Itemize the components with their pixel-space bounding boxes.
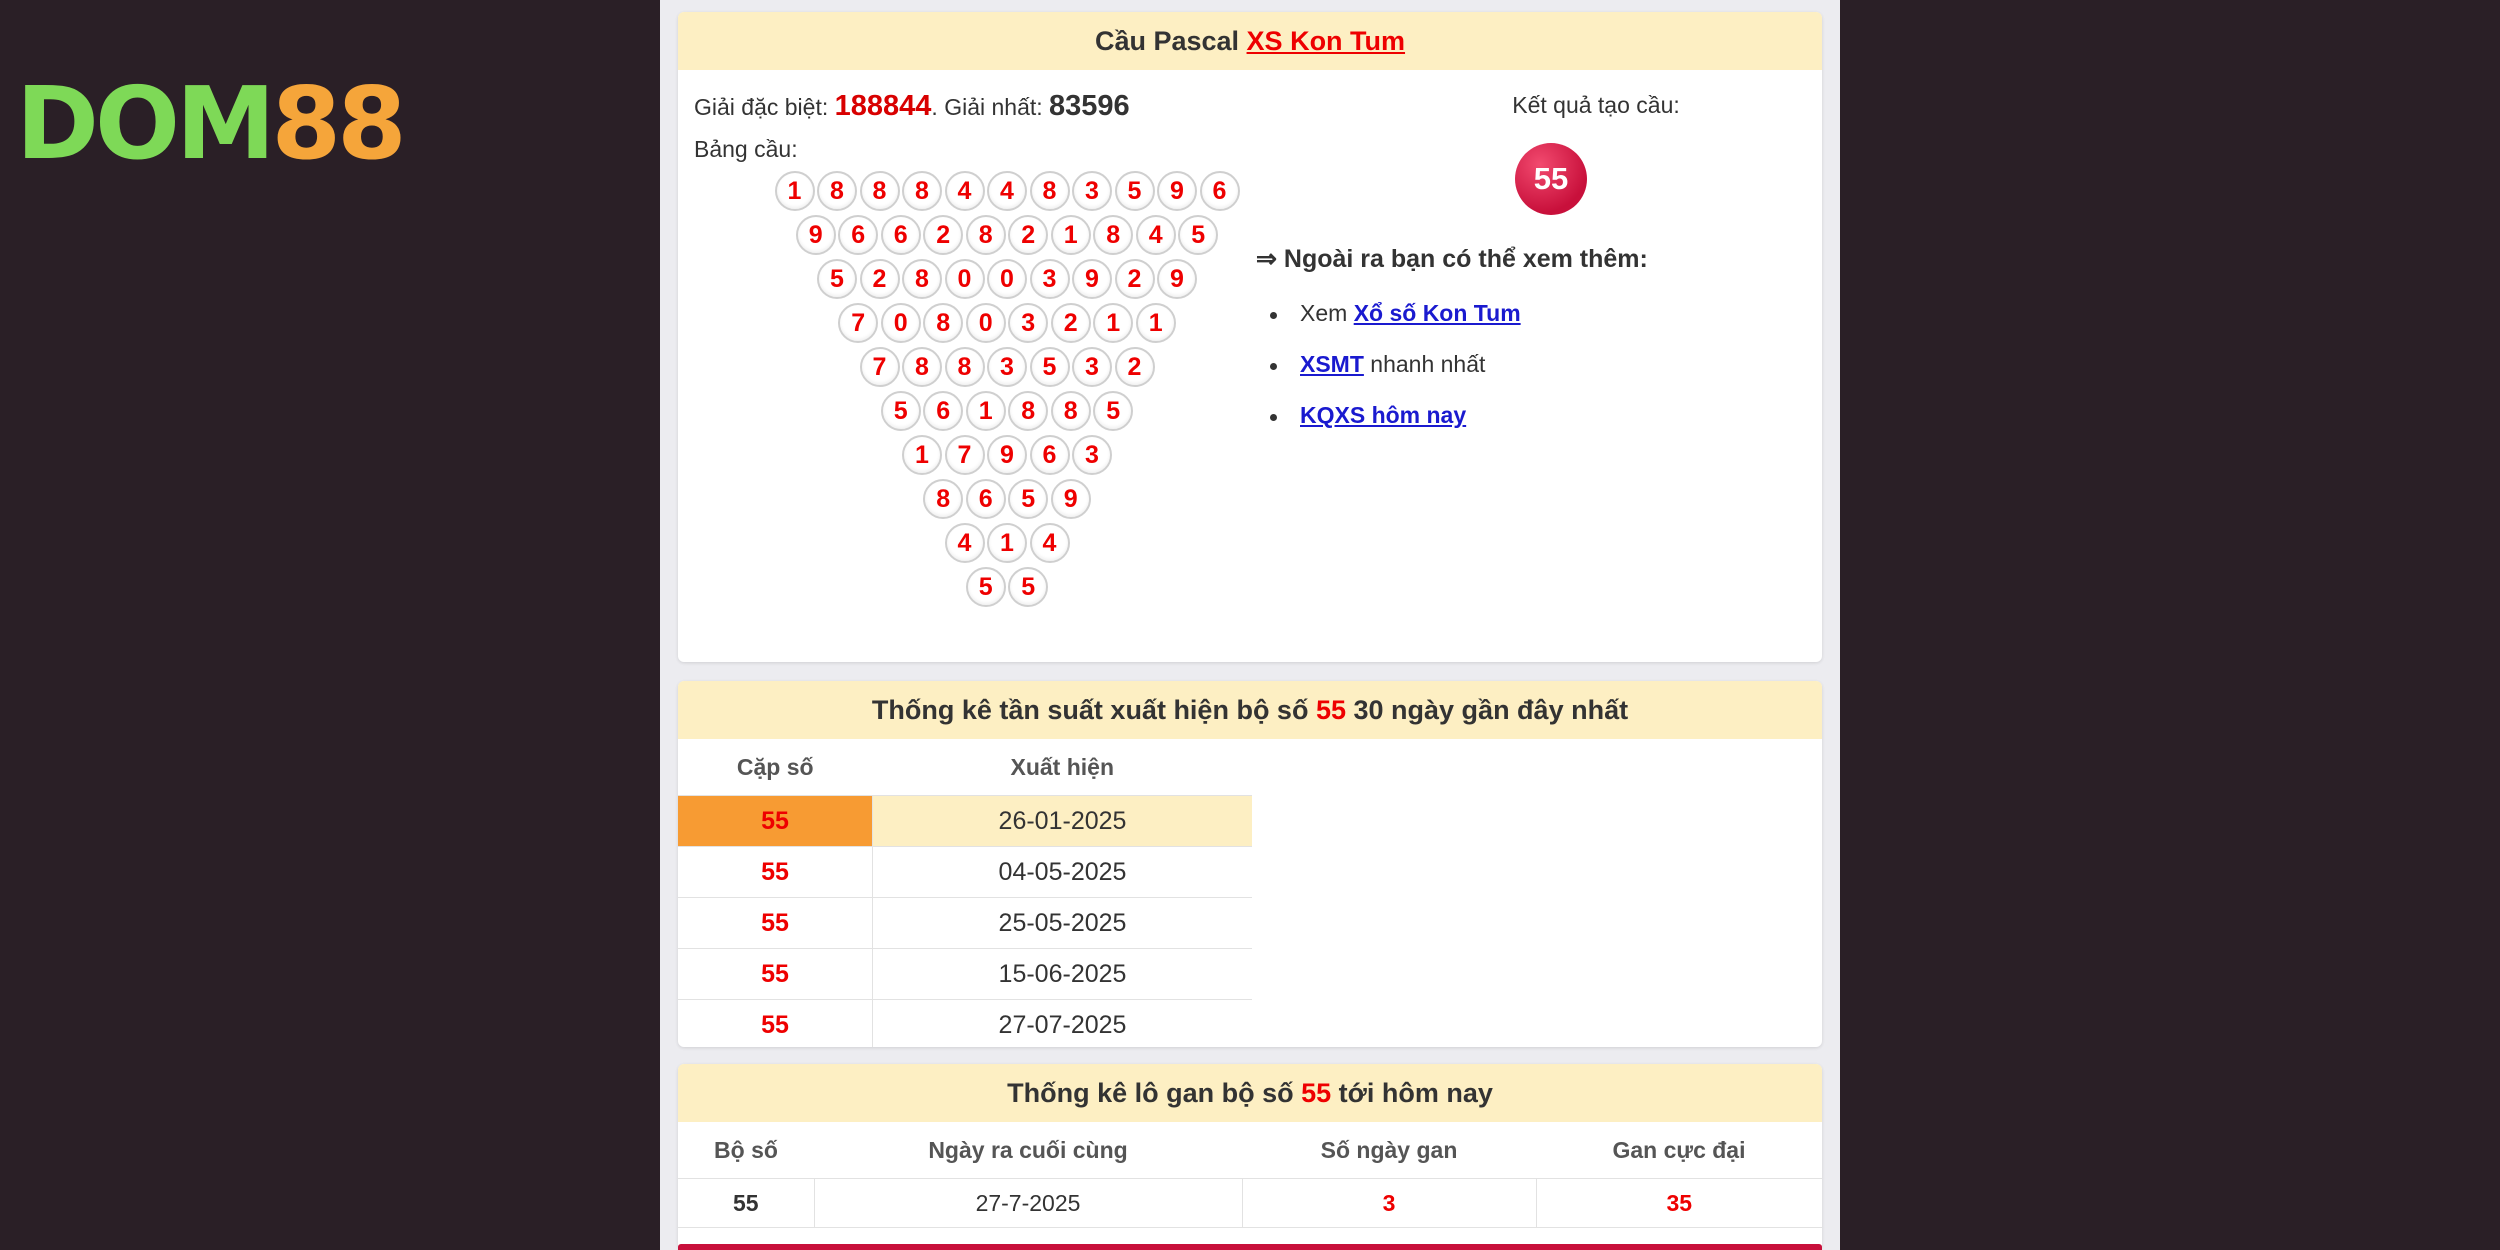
pascal-ball: 9 [1157,259,1197,299]
table-label: Bảng cầu: [694,136,798,162]
pascal-ball: 1 [987,523,1027,563]
pascal-ball: 2 [1051,303,1091,343]
bo-so-cell: 55 [678,1179,814,1228]
xsmt-link[interactable]: XSMT [1300,351,1364,377]
list-item [1300,402,1521,453]
pascal-ball: 3 [1072,347,1112,387]
pascal-ball: 8 [1030,171,1070,211]
pascal-ball: 8 [923,303,963,343]
pascal-ball: 5 [1093,391,1133,431]
logo-88-text: 88 [271,65,403,182]
pascal-ball: 5 [1115,171,1155,211]
pascal-ball: 8 [1093,215,1133,255]
pascal-ball: 3 [1072,171,1112,211]
pascal-ball: 8 [923,479,963,519]
pascal-ball: 2 [923,215,963,255]
xs-kon-tum-link[interactable]: XS Kon Tum [1246,26,1406,56]
pascal-ball: 9 [1157,171,1197,211]
pair-cell: 55 [678,949,873,1000]
frequency-title-prefix: Thống kê tần suất xuất hiện bộ số [871,695,1316,725]
main-column [660,0,1840,1250]
last-date-cell: 27-7-2025 [814,1179,1242,1228]
next-card-header-edge [678,1244,1822,1250]
pascal-ball: 3 [1008,303,1048,343]
pascal-ball: 6 [1200,171,1240,211]
first-prize-value: 83596 [1049,90,1130,122]
logo-dom-text: DOM [16,65,272,182]
gan-title-suffix: tới hôm nay [1331,1078,1493,1108]
pascal-ball: 1 [966,391,1006,431]
pascal-ball: 3 [987,347,1027,387]
table-row [678,796,1252,847]
pascal-ball: 6 [881,215,921,255]
pair-cell: 55 [678,847,873,898]
pascal-ball: 9 [1051,479,1091,519]
result-label: Kết quả tạo cầu: [1512,92,1680,118]
list-item [1300,300,1521,351]
frequency-title-suffix: 30 ngày gần đây nhất [1346,695,1629,725]
dom88-logo[interactable] [16,65,403,182]
result-ball: 55 [1515,143,1587,215]
pascal-ball: 9 [796,215,836,255]
pascal-ball: 0 [945,259,985,299]
pascal-ball: 5 [817,259,857,299]
pascal-ball: 8 [902,259,942,299]
pascal-ball: 3 [1030,259,1070,299]
pascal-ball: 5 [1178,215,1218,255]
pascal-ball: 1 [1051,215,1091,255]
more-links-list [1300,300,1521,453]
pascal-ball: 7 [838,303,878,343]
col-bo-so-header: Bộ số [678,1122,814,1179]
pascal-ball: 0 [987,259,1027,299]
special-prize-value: 188844 [834,90,932,122]
frequency-card-title [678,681,1822,739]
pascal-ball: 2 [860,259,900,299]
pascal-ball: 8 [1051,391,1091,431]
pascal-ball: 1 [1136,303,1176,343]
col-pair-header: Cặp số [678,739,873,796]
pascal-card [678,12,1822,662]
pascal-ball: 4 [987,171,1027,211]
more-title: ⇒ Ngoài ra bạn có thể xem thêm: [1256,245,1648,273]
pascal-ball: 2 [1115,259,1155,299]
pascal-ball: 4 [1136,215,1176,255]
pascal-ball: 6 [1030,435,1070,475]
pascal-ball: 7 [860,347,900,387]
pascal-ball: 7 [945,435,985,475]
pascal-triangle [678,12,1278,662]
pascal-ball: 3 [1072,435,1112,475]
date-cell: 04-05-2025 [873,847,1253,898]
table-row [678,847,1252,898]
pascal-ball: 8 [817,171,857,211]
pascal-ball: 8 [860,171,900,211]
pascal-ball: 1 [775,171,815,211]
pascal-ball: 9 [987,435,1027,475]
frequency-table [678,739,1252,1047]
pair-cell: 55 [678,796,873,847]
gan-days-cell: 3 [1242,1179,1536,1228]
pascal-ball: 8 [902,171,942,211]
link-prefix: Xem [1300,300,1354,326]
pascal-ball: 5 [881,391,921,431]
gan-title-prefix: Thống kê lô gan bộ số [1007,1078,1302,1108]
pascal-ball: 6 [838,215,878,255]
date-cell: 15-06-2025 [873,949,1253,1000]
pascal-ball: 8 [945,347,985,387]
frequency-card [678,681,1822,1047]
frequency-title-number: 55 [1315,695,1346,725]
pascal-ball: 1 [1093,303,1133,343]
pascal-ball: 8 [902,347,942,387]
pascal-ball: 2 [1008,215,1048,255]
pascal-ball: 4 [945,171,985,211]
gan-card [678,1064,1822,1250]
pascal-ball: 8 [1008,391,1048,431]
special-prize-label: Giải đặc biệt: [694,94,835,120]
first-prize-label: . Giải nhất: [931,94,1050,120]
table-row [678,949,1252,1000]
date-cell: 26-01-2025 [873,796,1253,847]
date-cell: 25-05-2025 [873,898,1253,949]
table-row [678,898,1252,949]
pascal-ball: 4 [1030,523,1070,563]
list-item [1300,351,1521,402]
col-max-gan-header: Gan cực đại [1536,1122,1822,1179]
gan-card-title [678,1064,1822,1122]
pascal-ball: 4 [945,523,985,563]
table-row [678,1000,1252,1048]
max-gan-cell: 35 [1536,1179,1822,1228]
pair-cell: 55 [678,898,873,949]
pascal-ball: 0 [881,303,921,343]
pascal-ball: 5 [1008,567,1048,607]
kqxs-hom-nay-link[interactable]: KQXS hôm nay [1300,402,1467,428]
pascal-ball: 5 [1008,479,1048,519]
pascal-ball: 2 [1115,347,1155,387]
pascal-ball: 8 [966,215,1006,255]
pascal-ball: 1 [902,435,942,475]
pascal-ball: 6 [966,479,1006,519]
pascal-title-prefix: Cầu Pascal [1094,26,1247,56]
gan-table [678,1122,1822,1228]
pascal-ball: 9 [1072,259,1112,299]
pascal-ball: 5 [966,567,1006,607]
pascal-ball: 6 [923,391,963,431]
date-cell: 27-07-2025 [873,1000,1253,1048]
col-gan-days-header: Số ngày gan [1242,1122,1536,1179]
pair-cell: 55 [678,1000,873,1048]
pascal-ball: 0 [966,303,1006,343]
link-suffix: nhanh nhất [1363,351,1486,377]
col-last-date-header: Ngày ra cuối cùng [814,1122,1242,1179]
col-appear-header: Xuất hiện [873,739,1253,796]
table-row [678,1179,1822,1228]
gan-title-number: 55 [1301,1078,1332,1108]
xo-so-kon-tum-link[interactable]: Xổ số Kon Tum [1353,300,1521,326]
pascal-ball: 5 [1030,347,1070,387]
